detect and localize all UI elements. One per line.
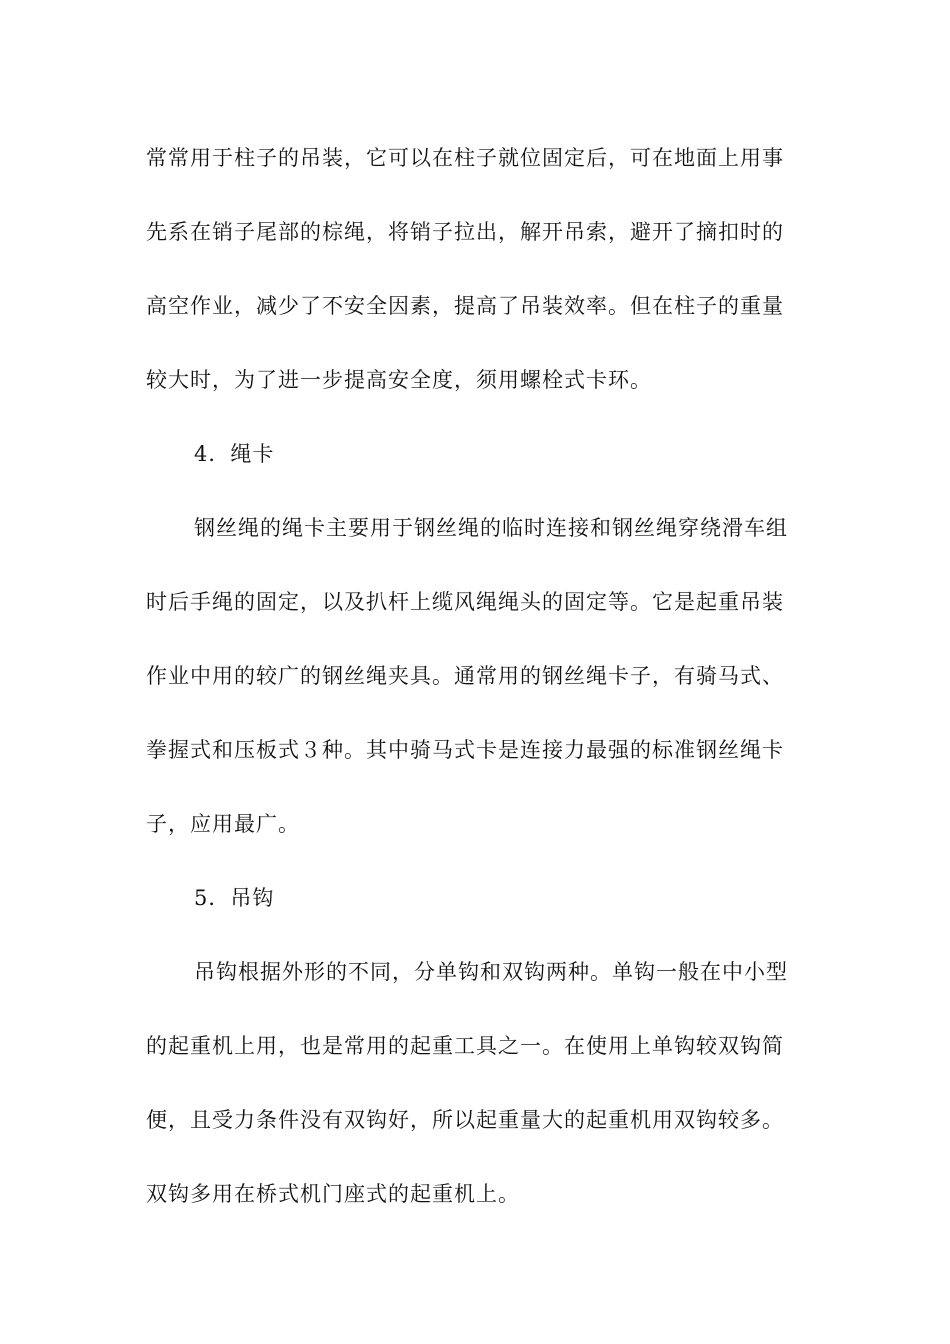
paragraph-line: 子，应用最广。 [146,812,300,836]
paragraph-line: 拳握式和压板式３种。其中骑马式卡是连接力最强的标准钢丝绳卡 [146,738,784,762]
paragraph-line: 常常用于柱子的吊装，它可以在柱子就位固定后，可在地面上用事 [146,146,784,170]
paragraph-line: 作业中用的较广的钢丝绳夹具。通常用的钢丝绳卡子，有骑马式、 [146,664,784,688]
paragraph-line: 便，且受力条件没有双钩好，所以起重量大的起重机用双钩较多。 [146,1108,784,1132]
paragraph-line: 吊钩根据外形的不同，分单钩和双钩两种。单钩一般在中小型 [194,960,788,984]
paragraph-line: 高空作业，减少了不安全因素，提高了吊装效率。但在柱子的重量 [146,294,784,318]
paragraph-line: 钢丝绳的绳卡主要用于钢丝绳的临时连接和钢丝绳穿绕滑车组 [194,516,788,540]
document-body [146,132,808,1242]
section-heading-rope-clip: 4．绳卡 [194,442,275,466]
paragraph-line: 的起重机上用，也是常用的起重工具之一。在使用上单钩较双钩简 [146,1034,784,1058]
paragraph-line: 时后手绳的固定，以及扒杆上缆风绳绳头的固定等。它是起重吊装 [146,590,784,614]
paragraph-line: 先系在销子尾部的棕绳，将销子拉出，解开吊索，避开了摘扣时的 [146,220,784,244]
paragraph-line: 较大时，为了进一步提高安全度，须用螺栓式卡环。 [146,368,652,392]
paragraph-line: 双钩多用在桥式机门座式的起重机上。 [146,1182,520,1206]
section-heading-hook: 5．吊钩 [194,886,275,910]
